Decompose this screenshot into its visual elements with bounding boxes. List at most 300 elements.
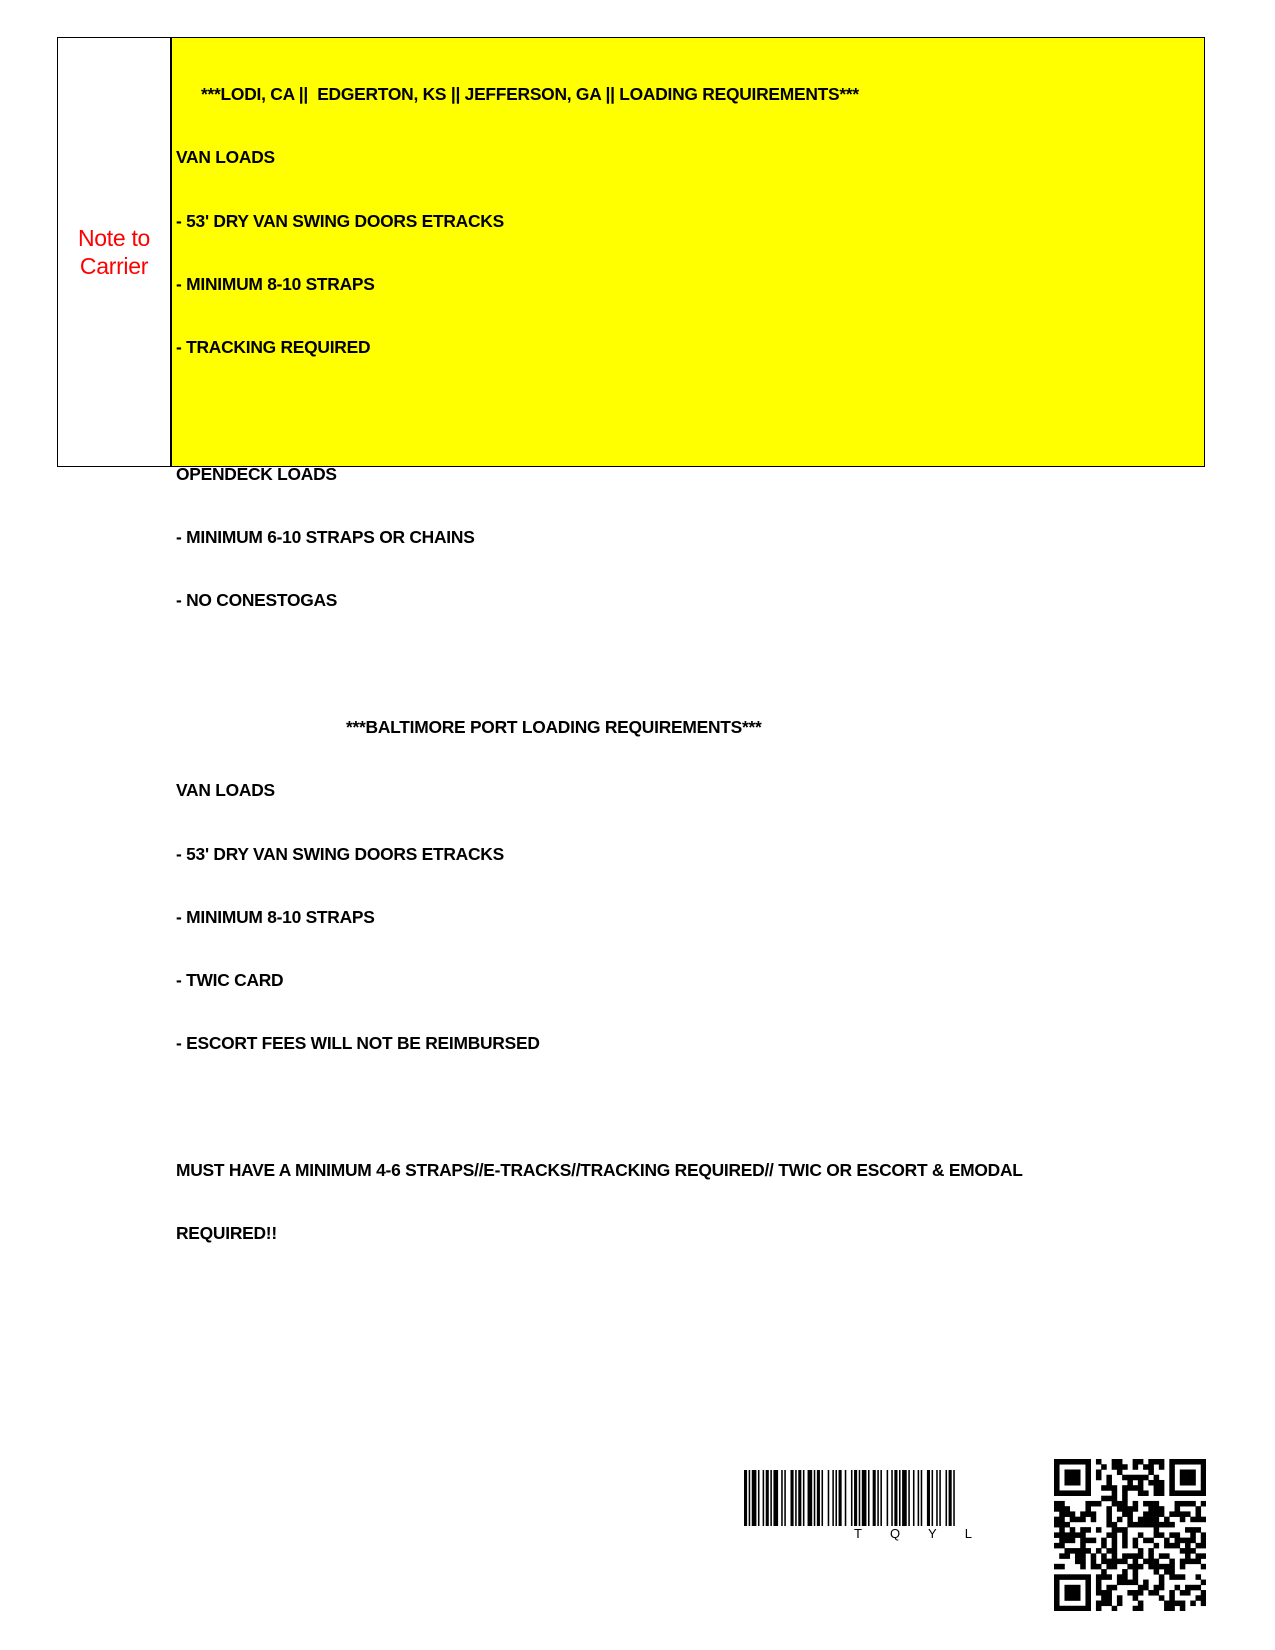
- qr-module: [1133, 1538, 1139, 1544]
- barcode-bar: [887, 1470, 889, 1526]
- note-line-blank: [176, 654, 1200, 675]
- qr-module: [1148, 1511, 1154, 1517]
- qr-module: [1190, 1527, 1196, 1533]
- qr-module: [1133, 1475, 1139, 1481]
- qr-module: [1169, 1601, 1175, 1607]
- qr-module: [1054, 1490, 1060, 1496]
- qr-module: [1180, 1517, 1186, 1523]
- qr-module: [1159, 1490, 1165, 1496]
- barcode-bar: [817, 1470, 820, 1526]
- note-to-carrier-box: [57, 37, 1205, 1244]
- qr-module: [1122, 1485, 1128, 1491]
- qr-module: [1106, 1559, 1112, 1565]
- qr-module: [1185, 1553, 1191, 1559]
- qr-module: [1169, 1480, 1175, 1486]
- qr-module: [1080, 1543, 1086, 1549]
- barcode-bar: [808, 1470, 813, 1526]
- qr-module: [1054, 1480, 1060, 1486]
- barcode-bar: [946, 1470, 948, 1526]
- qr-module: [1138, 1480, 1144, 1486]
- qr-module: [1122, 1501, 1128, 1507]
- qr-module: [1159, 1580, 1165, 1586]
- barcode-bar: [828, 1470, 830, 1526]
- qr-module: [1101, 1595, 1107, 1601]
- note-line: OPENDECK LOADS: [176, 463, 337, 484]
- qr-module: [1175, 1501, 1181, 1507]
- qr-module: [1185, 1511, 1191, 1517]
- qr-module: [1154, 1590, 1160, 1596]
- qr-module: [1064, 1469, 1070, 1475]
- qr-module: [1101, 1574, 1107, 1580]
- qr-module: [1164, 1601, 1170, 1607]
- qr-module: [1059, 1538, 1065, 1544]
- qr-module: [1112, 1543, 1118, 1549]
- qr-module: [1075, 1595, 1081, 1601]
- qr-module: [1133, 1485, 1139, 1491]
- qr-module: [1190, 1517, 1196, 1523]
- qr-module: [1133, 1569, 1139, 1575]
- qr-module: [1091, 1538, 1097, 1544]
- barcode-bar: [795, 1470, 797, 1526]
- qr-module: [1148, 1506, 1154, 1512]
- qr-module: [1075, 1559, 1081, 1565]
- qr-module: [1164, 1569, 1170, 1575]
- qr-module: [1117, 1469, 1123, 1475]
- qr-module: [1180, 1574, 1186, 1580]
- qr-module: [1064, 1553, 1070, 1559]
- qr-module: [1117, 1580, 1123, 1586]
- qr-module: [1122, 1475, 1128, 1481]
- qr-module: [1190, 1532, 1196, 1538]
- qr-module: [1085, 1506, 1091, 1512]
- qr-module: [1180, 1501, 1186, 1507]
- qr-module: [1101, 1464, 1107, 1470]
- qr-module: [1122, 1543, 1128, 1549]
- qr-module: [1196, 1511, 1202, 1517]
- qr-module: [1190, 1480, 1196, 1486]
- qr-module: [1122, 1569, 1128, 1575]
- barcode-bar: [927, 1470, 930, 1526]
- qr-module: [1101, 1601, 1107, 1607]
- barcode-bar: [868, 1470, 870, 1526]
- qr-module: [1154, 1522, 1160, 1528]
- qr-module: [1201, 1485, 1206, 1491]
- qr-module: [1064, 1475, 1070, 1481]
- qr-module: [1138, 1548, 1144, 1554]
- qr-module: [1112, 1564, 1118, 1570]
- qr-module: [1133, 1606, 1139, 1611]
- barcode-bar: [880, 1470, 882, 1526]
- qr-module: [1180, 1459, 1186, 1465]
- qr-module: [1106, 1574, 1112, 1580]
- qr-module: [1106, 1485, 1112, 1491]
- qr-module: [1112, 1485, 1118, 1491]
- barcode-bar: [744, 1470, 747, 1526]
- barcode-bar: [859, 1470, 861, 1526]
- qr-module: [1148, 1464, 1154, 1470]
- qr-module: [1106, 1511, 1112, 1517]
- qr-module: [1143, 1522, 1149, 1528]
- qr-module: [1106, 1522, 1112, 1528]
- qr-module: [1190, 1559, 1196, 1565]
- qr-module: [1196, 1517, 1202, 1523]
- qr-module: [1196, 1585, 1202, 1591]
- qr-module: [1143, 1517, 1149, 1523]
- qr-module: [1185, 1585, 1191, 1591]
- qr-module: [1106, 1496, 1112, 1502]
- qr-module: [1085, 1574, 1091, 1580]
- qr-module: [1054, 1574, 1060, 1580]
- qr-module: [1070, 1574, 1076, 1580]
- qr-module: [1148, 1480, 1154, 1486]
- qr-module: [1185, 1480, 1191, 1486]
- barcode-bar: [894, 1470, 897, 1526]
- qr-module: [1075, 1517, 1081, 1523]
- qr-module: [1138, 1553, 1144, 1559]
- qr-module: [1159, 1485, 1165, 1491]
- barcode-bar: [822, 1470, 824, 1526]
- qr-module: [1112, 1585, 1118, 1591]
- qr-module: [1070, 1532, 1076, 1538]
- qr-module: [1117, 1595, 1123, 1601]
- qr-module: [1127, 1517, 1133, 1523]
- qr-module: [1096, 1459, 1102, 1465]
- qr-module: [1169, 1475, 1175, 1481]
- qr-module: [1070, 1511, 1076, 1517]
- qr-module: [1080, 1564, 1086, 1570]
- qr-module: [1080, 1459, 1086, 1465]
- qr-module: [1112, 1490, 1118, 1496]
- qr-module: [1133, 1564, 1139, 1570]
- barcode-bar: [854, 1470, 857, 1526]
- qr-module: [1138, 1585, 1144, 1591]
- qr-module: [1085, 1475, 1091, 1481]
- qr-module: [1148, 1548, 1154, 1554]
- qr-module: [1096, 1548, 1102, 1554]
- qr-module: [1070, 1469, 1076, 1475]
- qr-module: [1122, 1527, 1128, 1533]
- qr-module: [1154, 1585, 1160, 1591]
- qr-module: [1148, 1459, 1154, 1465]
- qr-module: [1080, 1538, 1086, 1544]
- barcode-bar: [877, 1470, 879, 1526]
- qr-module: [1064, 1538, 1070, 1544]
- qr-module: [1143, 1559, 1149, 1565]
- qr-module: [1175, 1532, 1181, 1538]
- qr-module: [1133, 1559, 1139, 1565]
- qr-module: [1164, 1538, 1170, 1544]
- qr-module: [1054, 1590, 1060, 1596]
- qr-module: [1059, 1543, 1065, 1549]
- qr-module: [1127, 1564, 1133, 1570]
- barcode-bar: [832, 1470, 834, 1526]
- qr-module: [1080, 1553, 1086, 1559]
- qr-module: [1169, 1606, 1175, 1611]
- qr-module: [1106, 1548, 1112, 1554]
- barcode-bar: [752, 1470, 757, 1526]
- qr-module: [1091, 1517, 1097, 1523]
- barcode-bar: [814, 1470, 816, 1526]
- qr-module: [1185, 1469, 1191, 1475]
- qr-module: [1196, 1559, 1202, 1565]
- qr-module: [1112, 1464, 1118, 1470]
- barcode-bar: [781, 1470, 783, 1526]
- qr-module: [1201, 1543, 1206, 1549]
- qr-module: [1117, 1527, 1123, 1533]
- qr-module: [1085, 1527, 1091, 1533]
- qr-module: [1175, 1574, 1181, 1580]
- qr-module: [1201, 1580, 1206, 1586]
- qr-module: [1106, 1480, 1112, 1486]
- qr-module: [1190, 1585, 1196, 1591]
- qr-module: [1143, 1511, 1149, 1517]
- qr-module: [1085, 1548, 1091, 1554]
- qr-module: [1070, 1517, 1076, 1523]
- qr-module: [1180, 1601, 1186, 1607]
- qr-module: [1059, 1553, 1065, 1559]
- qr-module: [1159, 1595, 1165, 1601]
- qr-module: [1169, 1559, 1175, 1565]
- qr-module: [1148, 1559, 1154, 1565]
- qr-module: [1070, 1475, 1076, 1481]
- qr-module: [1175, 1543, 1181, 1549]
- note-line: VAN LOADS: [176, 780, 275, 801]
- qr-module: [1148, 1564, 1154, 1570]
- qr-module: [1112, 1459, 1118, 1465]
- qr-module: [1080, 1574, 1086, 1580]
- qr-module: [1106, 1517, 1112, 1523]
- qr-module: [1201, 1553, 1206, 1559]
- qr-module: [1154, 1527, 1160, 1533]
- qr-module: [1059, 1459, 1065, 1465]
- qr-module: [1154, 1511, 1160, 1517]
- qr-module: [1185, 1475, 1191, 1481]
- barcode-bars: [744, 1470, 1034, 1526]
- qr-module: [1154, 1564, 1160, 1570]
- barcode-bar: [932, 1470, 934, 1526]
- qr-module: [1059, 1511, 1065, 1517]
- qr-module: [1096, 1585, 1102, 1591]
- qr-module: [1201, 1564, 1206, 1570]
- qr-module: [1117, 1559, 1123, 1565]
- qr-module: [1070, 1459, 1076, 1465]
- qr-module: [1148, 1517, 1154, 1523]
- qr-module: [1054, 1532, 1060, 1538]
- qr-module: [1106, 1564, 1112, 1570]
- note-line-blank: [176, 1097, 1200, 1118]
- qr-module: [1122, 1580, 1128, 1586]
- qr-module: [1185, 1527, 1191, 1533]
- qr-module: [1148, 1590, 1154, 1596]
- qr-module: [1117, 1459, 1123, 1465]
- barcode-bar: [766, 1470, 769, 1526]
- qr-module: [1096, 1527, 1102, 1533]
- qr-module: [1190, 1548, 1196, 1554]
- note-line: - MINIMUM 8-10 STRAPS: [176, 906, 375, 927]
- qr-module: [1070, 1538, 1076, 1544]
- qr-module: [1133, 1543, 1139, 1549]
- qr-module: [1190, 1601, 1196, 1607]
- qr-module: [1106, 1532, 1112, 1538]
- qr-module: [1064, 1522, 1070, 1528]
- qr-module: [1054, 1580, 1060, 1586]
- qr-module: [1070, 1548, 1076, 1554]
- qr-module: [1138, 1601, 1144, 1607]
- qr-module: [1133, 1501, 1139, 1507]
- qr-module: [1196, 1527, 1202, 1533]
- qr-module: [1054, 1506, 1060, 1512]
- qr-module: [1148, 1522, 1154, 1528]
- qr-module: [1133, 1522, 1139, 1528]
- qr-module: [1133, 1574, 1139, 1580]
- barcode-bar: [949, 1470, 952, 1526]
- qr-module: [1070, 1490, 1076, 1496]
- qr-module: [1201, 1538, 1206, 1544]
- qr-module: [1143, 1501, 1149, 1507]
- qr-module: [1101, 1569, 1107, 1575]
- note-line: - 53' DRY VAN SWING DOORS ETRACKS: [176, 843, 504, 864]
- barcode-bar: [953, 1470, 955, 1526]
- qr-module: [1138, 1606, 1144, 1611]
- qr-module: [1159, 1459, 1165, 1465]
- qr-module: [1133, 1464, 1139, 1470]
- qr-module: [1127, 1506, 1133, 1512]
- qr-module: [1143, 1475, 1149, 1481]
- note-line: - TRACKING REQUIRED: [176, 337, 371, 358]
- qr-module: [1075, 1490, 1081, 1496]
- qr-module: [1169, 1490, 1175, 1496]
- qr-module: [1122, 1553, 1128, 1559]
- qr-module: [1091, 1501, 1097, 1507]
- qr-module: [1054, 1606, 1060, 1611]
- barcode-bar: [749, 1470, 751, 1526]
- qr-code-modules: [1054, 1459, 1206, 1611]
- note-line: - TWIC CARD: [176, 970, 284, 991]
- qr-module: [1175, 1459, 1181, 1465]
- qr-module: [1112, 1606, 1118, 1611]
- qr-module: [1154, 1532, 1160, 1538]
- qr-module: [1101, 1553, 1107, 1559]
- qr-module: [1164, 1553, 1170, 1559]
- qr-module: [1164, 1522, 1170, 1528]
- qr-module: [1169, 1574, 1175, 1580]
- qr-module: [1112, 1548, 1118, 1554]
- qr-module: [1075, 1606, 1081, 1611]
- qr-module: [1180, 1606, 1186, 1611]
- qr-module: [1180, 1475, 1186, 1481]
- qr-module: [1122, 1490, 1128, 1496]
- qr-module: [1164, 1543, 1170, 1549]
- qr-module: [1070, 1480, 1076, 1486]
- qr-module: [1085, 1501, 1091, 1507]
- qr-module: [1180, 1590, 1186, 1596]
- qr-module: [1154, 1480, 1160, 1486]
- barcode-bar: [839, 1470, 842, 1526]
- qr-module: [1143, 1464, 1149, 1470]
- qr-module: [1196, 1553, 1202, 1559]
- qr-module: [1169, 1543, 1175, 1549]
- qr-module: [1159, 1522, 1165, 1528]
- qr-module: [1169, 1564, 1175, 1570]
- note-line: VAN LOADS: [176, 147, 275, 168]
- qr-module: [1117, 1506, 1123, 1512]
- qr-module: [1085, 1580, 1091, 1586]
- qr-module: [1201, 1501, 1206, 1507]
- barcode-bar: [791, 1470, 794, 1526]
- qr-module: [1201, 1490, 1206, 1496]
- qr-module: [1080, 1548, 1086, 1554]
- qr-module: [1138, 1517, 1144, 1523]
- qr-module: [1091, 1559, 1097, 1565]
- barcode-bar: [899, 1470, 901, 1526]
- note-line-blank: [176, 401, 1200, 422]
- qr-module: [1064, 1595, 1070, 1601]
- qr-module: [1054, 1543, 1060, 1549]
- qr-module: [1190, 1459, 1196, 1465]
- qr-module: [1175, 1490, 1181, 1496]
- qr-module: [1059, 1527, 1065, 1533]
- qr-module: [1159, 1464, 1165, 1470]
- qr-module: [1154, 1543, 1160, 1549]
- qr-module: [1159, 1553, 1165, 1559]
- qr-module: [1169, 1595, 1175, 1601]
- qr-module: [1075, 1459, 1081, 1465]
- barcode-bar: [770, 1470, 772, 1526]
- qr-module: [1190, 1538, 1196, 1544]
- qr-module: [1075, 1532, 1081, 1538]
- qr-module: [1064, 1574, 1070, 1580]
- qr-module: [1122, 1511, 1128, 1517]
- barcode-bar: [939, 1470, 941, 1526]
- qr-module: [1138, 1490, 1144, 1496]
- qr-module: [1185, 1548, 1191, 1554]
- qr-module: [1075, 1469, 1081, 1475]
- qr-module: [1080, 1532, 1086, 1538]
- qr-module: [1127, 1590, 1133, 1596]
- qr-module: [1169, 1459, 1175, 1465]
- qr-module: [1133, 1580, 1139, 1586]
- qr-module: [1175, 1506, 1181, 1512]
- qr-module: [1159, 1585, 1165, 1591]
- qr-module: [1190, 1475, 1196, 1481]
- qr-module: [1117, 1517, 1123, 1523]
- qr-module: [1196, 1574, 1202, 1580]
- qr-module: [1096, 1606, 1102, 1611]
- barcode-bar: [773, 1470, 778, 1526]
- qr-module: [1064, 1606, 1070, 1611]
- qr-module: [1169, 1485, 1175, 1491]
- qr-module: [1085, 1480, 1091, 1486]
- qr-module: [1064, 1532, 1070, 1538]
- qr-module: [1169, 1511, 1175, 1517]
- qr-module: [1106, 1475, 1112, 1481]
- qr-module: [1085, 1511, 1091, 1517]
- qr-module: [1112, 1501, 1118, 1507]
- qr-module: [1148, 1538, 1154, 1544]
- qr-module: [1085, 1490, 1091, 1496]
- qr-module: [1112, 1538, 1118, 1544]
- barcode-bar: [798, 1470, 801, 1526]
- note-line: - ESCORT FEES WILL NOT BE REIMBURSED: [176, 1033, 540, 1054]
- qr-module: [1159, 1564, 1165, 1570]
- qr-module: [1101, 1485, 1107, 1491]
- barcode-bar: [936, 1470, 938, 1526]
- qr-module: [1164, 1606, 1170, 1611]
- qr-module: [1148, 1553, 1154, 1559]
- barcode-bar: [902, 1470, 907, 1526]
- qr-module: [1185, 1590, 1191, 1596]
- qr-module: [1101, 1590, 1107, 1596]
